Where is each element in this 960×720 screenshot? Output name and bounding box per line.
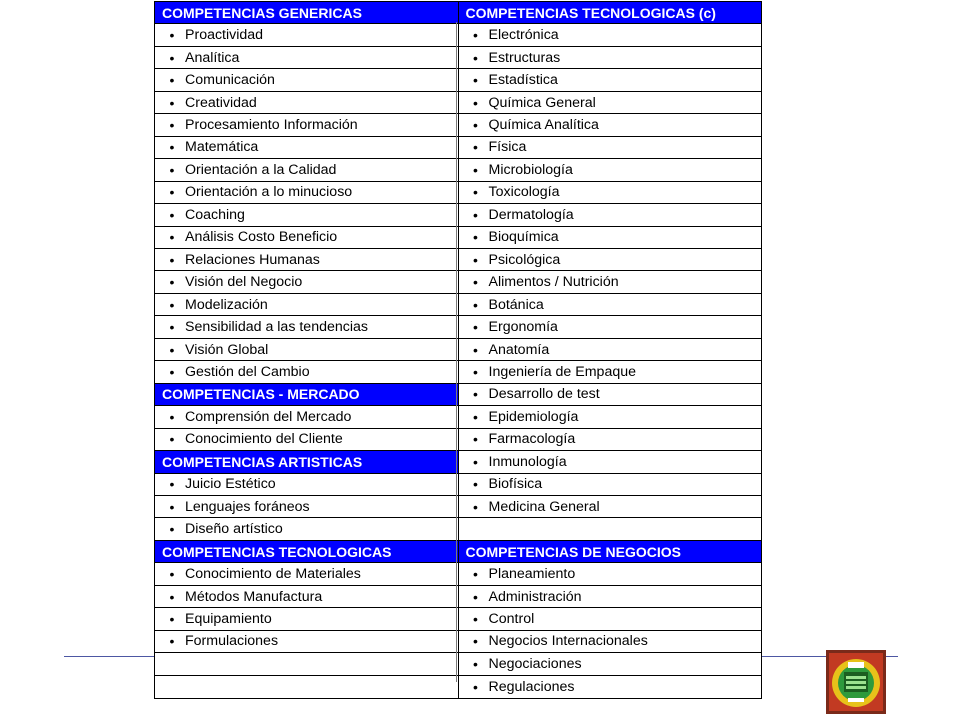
- left-section-header: COMPETENCIAS GENERICAS: [155, 2, 458, 24]
- left-list-item: [155, 137, 458, 159]
- left-list-item: [155, 563, 458, 585]
- bullet-icon: •: [169, 184, 175, 201]
- right-empty-cell: [459, 518, 762, 540]
- bullet-icon: •: [169, 408, 175, 425]
- list-item-label: Administración: [488, 588, 582, 605]
- bullet-icon: •: [473, 655, 478, 672]
- left-list-item: [155, 608, 458, 630]
- right-list-item: [459, 92, 762, 114]
- left-empty-cell: [155, 676, 458, 698]
- list-item-label: Negocios Internacionales: [488, 633, 648, 650]
- list-item-label: Física: [488, 139, 527, 156]
- right-list-item: [459, 586, 762, 608]
- right-list-item: [459, 474, 762, 496]
- list-item-label: Toxicología: [488, 184, 560, 201]
- bullet-icon: •: [169, 566, 175, 583]
- bullet-icon: •: [169, 431, 175, 448]
- bullet-icon: •: [473, 588, 478, 605]
- list-item-label: Estructuras: [488, 49, 561, 66]
- left-list-item: [155, 361, 458, 383]
- list-item-label: Ingeniería de Empaque: [488, 363, 637, 380]
- list-item-label: Negociaciones: [488, 655, 582, 672]
- list-item-label: Alimentos / Nutrición: [488, 274, 619, 291]
- right-list-item: [459, 182, 762, 204]
- list-item-label: Relaciones Humanas: [185, 251, 320, 268]
- left-list-item: [155, 586, 458, 608]
- right-list-item: [459, 204, 762, 226]
- left-list-item: [155, 429, 458, 451]
- list-item-label: Modelización: [185, 296, 268, 313]
- right-list-item: [459, 676, 762, 698]
- bullet-icon: •: [473, 476, 478, 493]
- left-list-item: [155, 474, 458, 496]
- bullet-icon: •: [473, 206, 478, 223]
- bullet-icon: •: [169, 363, 175, 380]
- list-item-label: Proactividad: [185, 27, 264, 44]
- bullet-icon: •: [169, 72, 175, 89]
- shield-logo-icon: [826, 650, 886, 714]
- list-item-label: Juicio Estético: [185, 476, 276, 493]
- left-list-item: [155, 182, 458, 204]
- list-item-label: Métodos Manufactura: [185, 588, 323, 605]
- list-item-label: Formulaciones: [185, 633, 279, 650]
- list-item-label: Microbiología: [488, 161, 573, 178]
- left-list-item: [155, 518, 458, 540]
- right-list-item: [459, 339, 762, 361]
- bullet-icon: •: [473, 431, 478, 448]
- list-item-label: Química General: [488, 94, 596, 111]
- list-item-label: Visión Global: [185, 341, 269, 358]
- bullet-icon: •: [473, 184, 478, 201]
- bullet-icon: •: [473, 341, 478, 358]
- bullet-icon: •: [169, 296, 175, 313]
- list-item-label: Química Analítica: [488, 116, 599, 133]
- bullet-icon: •: [169, 498, 175, 515]
- bullet-icon: •: [473, 72, 478, 89]
- list-item-label: Lenguajes foráneos: [185, 498, 310, 515]
- right-list-item: [459, 451, 762, 473]
- bullet-icon: •: [473, 49, 478, 66]
- left-list-item: [155, 271, 458, 293]
- right-list-item: [459, 608, 762, 630]
- left-list-item: [155, 24, 458, 46]
- left-list-item: [155, 69, 458, 91]
- bullet-icon: •: [473, 94, 478, 111]
- bullet-icon: •: [169, 27, 175, 44]
- bullet-icon: •: [169, 633, 175, 650]
- list-item-label: Dermatología: [488, 206, 574, 223]
- bullet-icon: •: [169, 229, 175, 246]
- bullet-icon: •: [169, 49, 175, 66]
- right-list-item: [459, 406, 762, 428]
- left-column: [155, 2, 458, 698]
- bullet-icon: •: [473, 633, 478, 650]
- left-list-item: [155, 496, 458, 518]
- right-list-item: [459, 249, 762, 271]
- list-item-label: Planeamiento: [488, 566, 576, 583]
- left-list-item: [155, 47, 458, 69]
- left-list-item: [155, 249, 458, 271]
- bullet-icon: •: [169, 476, 175, 493]
- list-item-label: Electrónica: [488, 27, 559, 44]
- right-list-item: [459, 159, 762, 181]
- competencias-table: [154, 1, 762, 699]
- left-section-header: COMPETENCIAS ARTISTICAS: [155, 451, 458, 473]
- bullet-icon: •: [473, 251, 478, 268]
- right-column: [458, 2, 762, 698]
- right-list-item: [459, 653, 762, 675]
- list-item-label: Creatividad: [185, 94, 257, 111]
- list-item-label: Equipamiento: [185, 610, 272, 627]
- right-list-item: [459, 631, 762, 653]
- left-section-header: COMPETENCIAS - MERCADO: [155, 384, 458, 406]
- bullet-icon: •: [473, 363, 478, 380]
- left-list-item: [155, 339, 458, 361]
- left-list-item: [155, 92, 458, 114]
- right-list-item: [459, 227, 762, 249]
- bullet-icon: •: [169, 206, 175, 223]
- bullet-icon: •: [169, 319, 175, 336]
- column-separator-line: [456, 22, 457, 682]
- list-item-label: Conocimiento de Materiales: [185, 566, 361, 583]
- list-item-label: Farmacología: [488, 431, 576, 448]
- bullet-icon: •: [473, 319, 478, 336]
- list-item-label: Orientación a la Calidad: [185, 161, 337, 178]
- list-item-label: Botánica: [488, 296, 544, 313]
- right-list-item: [459, 137, 762, 159]
- bullet-icon: •: [473, 610, 478, 627]
- list-item-label: Sensibilidad a las tendencias: [185, 319, 368, 336]
- bullet-icon: •: [473, 566, 478, 583]
- bullet-icon: •: [473, 296, 478, 313]
- right-section-header: COMPETENCIAS DE NEGOCIOS: [459, 541, 762, 563]
- bullet-icon: •: [169, 521, 175, 538]
- list-item-label: Comunicación: [185, 72, 275, 89]
- right-list-item: [459, 294, 762, 316]
- left-section-header: COMPETENCIAS TECNOLOGICAS: [155, 541, 458, 563]
- left-list-item: [155, 294, 458, 316]
- list-item-label: Epidemiología: [488, 408, 579, 425]
- bullet-icon: •: [473, 27, 478, 44]
- right-list-item: [459, 563, 762, 585]
- list-item-label: Orientación a lo minucioso: [185, 184, 353, 201]
- bullet-icon: •: [169, 94, 175, 111]
- left-list-item: [155, 114, 458, 136]
- list-item-label: Matemática: [185, 139, 259, 156]
- left-list-item: [155, 159, 458, 181]
- right-section-header: COMPETENCIAS TECNOLOGICAS (c): [459, 2, 762, 24]
- bullet-icon: •: [169, 341, 175, 358]
- list-item-label: Analítica: [185, 49, 240, 66]
- left-list-item: [155, 406, 458, 428]
- bullet-icon: •: [473, 498, 478, 515]
- bullet-icon: •: [473, 678, 478, 695]
- bullet-icon: •: [473, 274, 478, 291]
- list-item-label: Biofísica: [488, 476, 543, 493]
- list-item-label: Estadística: [488, 72, 558, 89]
- list-item-label: Coaching: [185, 206, 245, 223]
- left-list-item: [155, 316, 458, 338]
- bullet-icon: •: [473, 161, 478, 178]
- list-item-label: Conocimiento del Cliente: [185, 431, 343, 448]
- list-item-label: Comprensión del Mercado: [185, 408, 352, 425]
- bullet-icon: •: [473, 229, 478, 246]
- right-list-item: [459, 47, 762, 69]
- left-list-item: [155, 631, 458, 653]
- right-list-item: [459, 429, 762, 451]
- list-item-label: Control: [488, 610, 535, 627]
- list-item-label: Anatomía: [488, 341, 550, 358]
- left-empty-cell: [155, 653, 458, 675]
- right-list-item: [459, 114, 762, 136]
- bullet-icon: •: [473, 386, 478, 403]
- list-item-label: Procesamiento Información: [185, 116, 358, 133]
- list-item-label: Bioquímica: [488, 229, 559, 246]
- right-list-item: [459, 271, 762, 293]
- bullet-icon: •: [169, 610, 175, 627]
- bullet-icon: •: [169, 161, 175, 178]
- list-item-label: Análisis Costo Beneficio: [185, 229, 338, 246]
- list-item-label: Diseño artístico: [185, 521, 283, 538]
- list-item-label: Ergonomía: [488, 319, 558, 336]
- list-item-label: Inmunología: [488, 453, 567, 470]
- right-list-item: [459, 361, 762, 383]
- bullet-icon: •: [169, 274, 175, 291]
- right-list-item: [459, 384, 762, 406]
- bullet-icon: •: [169, 116, 175, 133]
- list-item-label: Gestión del Cambio: [185, 363, 310, 380]
- left-list-item: [155, 204, 458, 226]
- bullet-icon: •: [169, 588, 175, 605]
- list-item-label: Visión del Negocio: [185, 274, 303, 291]
- bullet-icon: •: [169, 251, 175, 268]
- list-item-label: Psicológica: [488, 251, 561, 268]
- right-list-item: [459, 69, 762, 91]
- right-list-item: [459, 496, 762, 518]
- bullet-icon: •: [473, 116, 478, 133]
- list-item-label: Desarrollo de test: [488, 386, 600, 403]
- right-list-item: [459, 24, 762, 46]
- bullet-icon: •: [473, 408, 478, 425]
- bullet-icon: •: [473, 139, 478, 156]
- list-item-label: Regulaciones: [488, 678, 575, 695]
- bullet-icon: •: [473, 453, 478, 470]
- right-list-item: [459, 316, 762, 338]
- left-list-item: [155, 227, 458, 249]
- bullet-icon: •: [169, 139, 175, 156]
- list-item-label: Medicina General: [488, 498, 600, 515]
